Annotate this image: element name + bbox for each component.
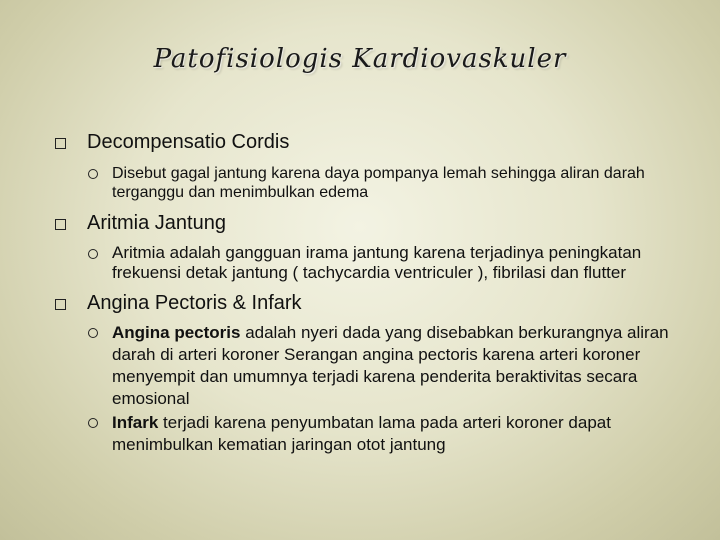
sub-point — [88, 164, 695, 202]
section-angina — [55, 291, 695, 315]
section-aritmia — [55, 211, 695, 235]
section-heading: Decompensatio Cordis — [87, 131, 290, 153]
infark-description: terjadi karena penyumbatan lama pada arteri koroner dapat menimbulkan kematian jaringan otot jantung — [112, 413, 611, 454]
section-heading: Angina Pectoris & Infark — [87, 292, 302, 314]
term-infark: Infark — [112, 413, 159, 432]
circle-bullet-icon — [88, 169, 98, 179]
sub-point — [88, 243, 695, 283]
bullet-list — [55, 130, 695, 456]
sub-point — [88, 322, 695, 410]
square-bullet-icon — [55, 219, 66, 230]
sub-point-text — [112, 322, 695, 410]
section-decompensatio — [55, 130, 695, 154]
slide-title: Patofisiologis Kardiovaskuler — [153, 44, 567, 74]
sub-point — [88, 412, 695, 456]
circle-bullet-icon — [88, 418, 98, 428]
section-heading: Aritmia Jantung — [87, 212, 226, 234]
sub-point-text — [112, 412, 695, 456]
square-bullet-icon — [55, 138, 66, 149]
sub-point-text: Disebut gagal jantung karena daya pompanya lemah sehingga aliran darah terganggu dan menimbulkan edema — [112, 165, 645, 201]
sub-point-text: Aritmia adalah gangguan irama jantung karena terjadinya peningkatan frekuensi detak jantung ( tachycardia ventriculer ), fibrilasi dan flutter — [112, 243, 642, 282]
circle-bullet-icon — [88, 249, 98, 259]
term-angina-pectoris: Angina pectoris — [112, 323, 241, 342]
angina-description: adalah nyeri dada yang disebabkan berkurangnya aliran darah di arteri koroner Serangan angina pectoris karena arteri koroner menyempit dan umumnya terjadi karena penderita beraktivitas secara emosional — [112, 323, 669, 408]
square-bullet-icon — [55, 299, 66, 310]
circle-bullet-icon — [88, 328, 98, 338]
